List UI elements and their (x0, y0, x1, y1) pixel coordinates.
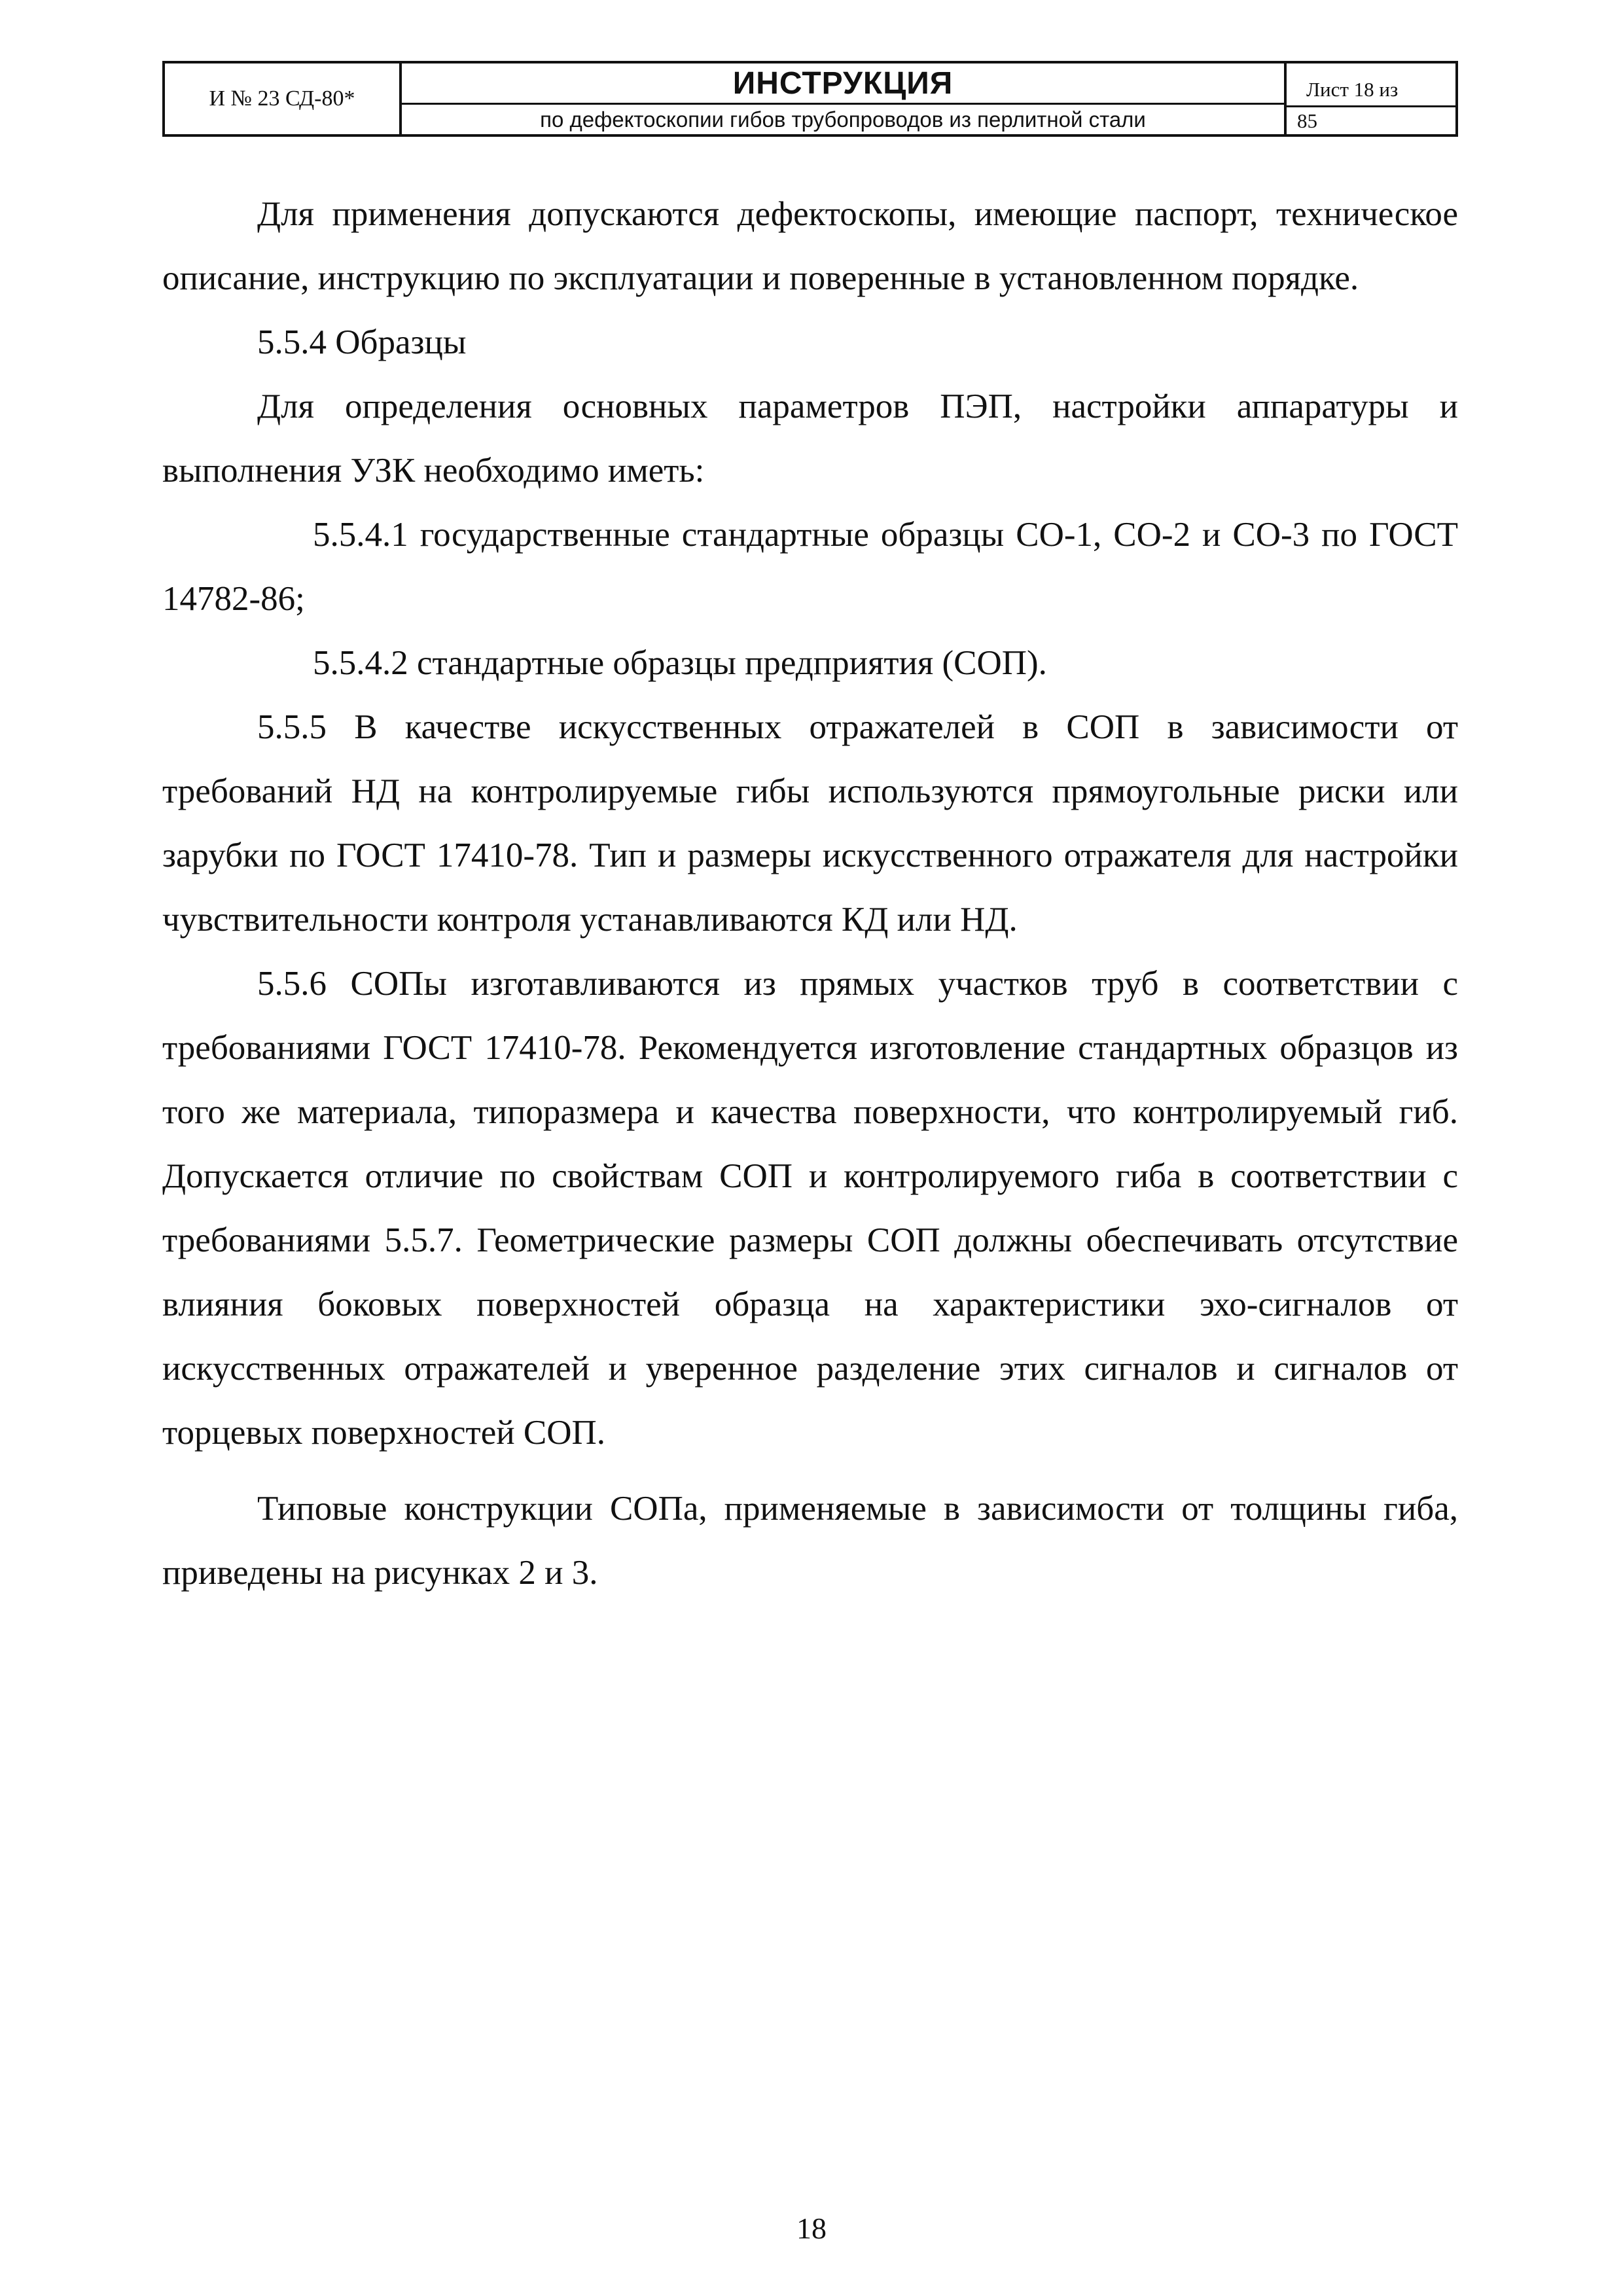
sheet-label: Лист 18 из (1306, 78, 1399, 101)
header-title-block (402, 63, 1287, 134)
paragraph-samples-intro: Для определения основных параметров ПЭП, настройки аппаратуры и выполнения УЗК необходимо иметь: (162, 387, 1458, 490)
sheet-divider (1287, 105, 1455, 107)
paragraph-typical-designs: Типовые конструкции СОПа, применяемые в зависимости от толщины гиба, приведены на рисунках 2 и 3. (162, 1490, 1458, 1592)
doc-code: И № 23 СД-80* (165, 63, 402, 134)
doc-subtitle: по дефектоскопии гибов трубопроводов из перлитной стали (540, 107, 1146, 132)
document-header (162, 61, 1458, 137)
page-number: 18 (796, 2212, 827, 2245)
sheet-info (1287, 63, 1455, 134)
document-body (162, 182, 1458, 1605)
paragraph-reflectors: 5.5.5 В качестве искусственных отражателей в СОП в зависимости от требований НД на контролируемые гибы используются прямоугольные риски или зарубки по ГОСТ 17410-78. Тип и размеры искусственного отражателя для настройки чувствительности контроля устанавливаются КД или НД. (162, 708, 1458, 939)
paragraph-devices: Для применения допускаются дефектоскопы, имеющие паспорт, техническое описание, инструкцию по эксплуатации и поверенные в установленном порядке. (162, 195, 1458, 297)
list-item-enterprise-samples: 5.5.4.2 стандартные образцы предприятия (СОП). (313, 644, 1047, 682)
list-item-state-samples: 5.5.4.1 государственные стандартные образцы СО-1, СО-2 и СО-3 по ГОСТ 14782-86; (162, 516, 1458, 618)
paragraph-sop-manufacturing: 5.5.6 СОПы изготавливаются из прямых участков труб в соответствии с требованиями ГОСТ 17410-78. Рекомендуется изготовление стандартных образцов из того же материала, типоразмера и качества поверхности, что контролируемый гиб. Допускается отличие по свойствам СОП и контролируемого гиба в соответствии с требованиями 5.5.7. Геометрические размеры СОП должны обеспечивать отсутствие влияния боковых поверхностей образца на характеристики эхо-сигналов от искусственных отражателей и уверенное разделение этих сигналов и сигналов от торцевых поверхностей СОП. (162, 965, 1458, 1452)
section-heading-samples: 5.5.4 Образцы (257, 323, 467, 361)
doc-title: ИНСТРУКЦИЯ (402, 63, 1284, 105)
sheet-total: 85 (1297, 109, 1317, 132)
